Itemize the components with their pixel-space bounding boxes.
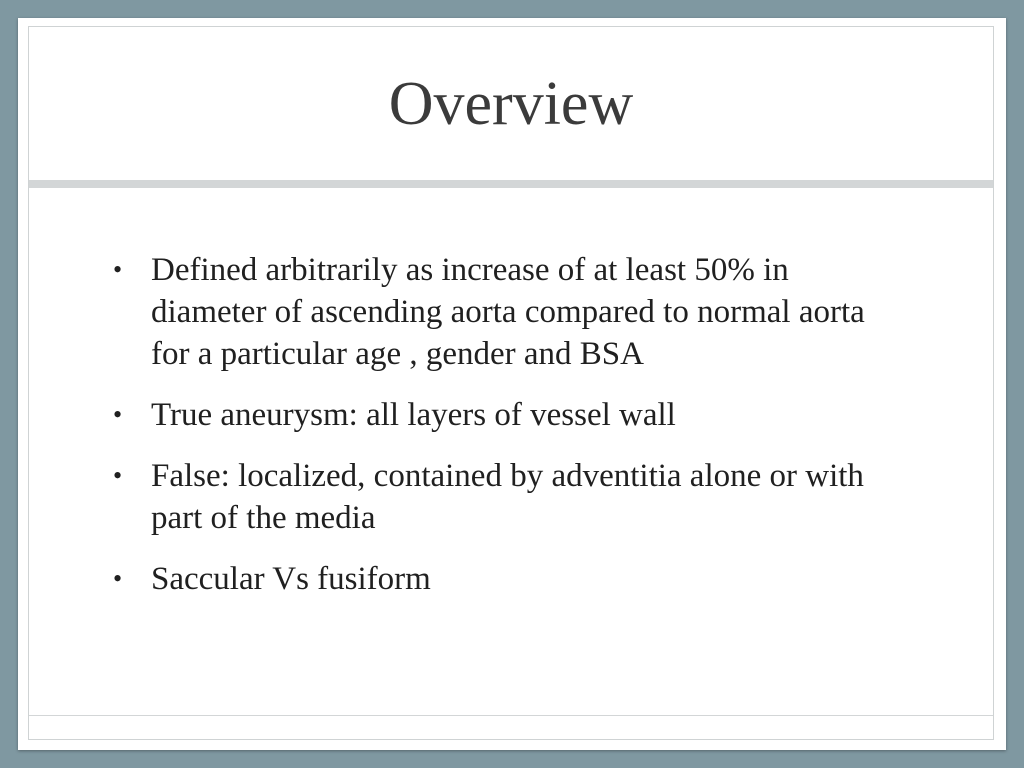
bullet-icon: • <box>113 400 123 429</box>
bullet-text: Saccular Vs fusiform <box>151 561 431 597</box>
bullet-item-saccular-fusiform <box>113 558 893 600</box>
bullet-icon: • <box>113 564 123 593</box>
slide-frame <box>28 26 994 740</box>
bullet-item-true-aneurysm <box>113 394 893 436</box>
bullet-item-false-aneurysm <box>113 455 893 539</box>
bullet-icon: • <box>113 461 123 490</box>
bullet-icon: • <box>113 255 123 284</box>
bullet-list <box>113 249 893 619</box>
slide <box>18 18 1006 750</box>
bullet-item-definition <box>113 249 893 375</box>
title-area <box>29 27 993 187</box>
slide-title: Overview <box>388 70 634 138</box>
bullet-text: Defined arbitrarily as increase of at least 50% in diameter of ascending aorta compared to normal aorta for a particular age , gender and BSA <box>151 252 865 372</box>
bullet-text: True aneurysm: all layers of vessel wall <box>151 397 676 433</box>
bottom-divider-line <box>29 715 993 716</box>
title-divider-bar <box>29 180 993 188</box>
bullet-text: False: localized, contained by adventitia alone or with part of the media <box>151 458 864 536</box>
